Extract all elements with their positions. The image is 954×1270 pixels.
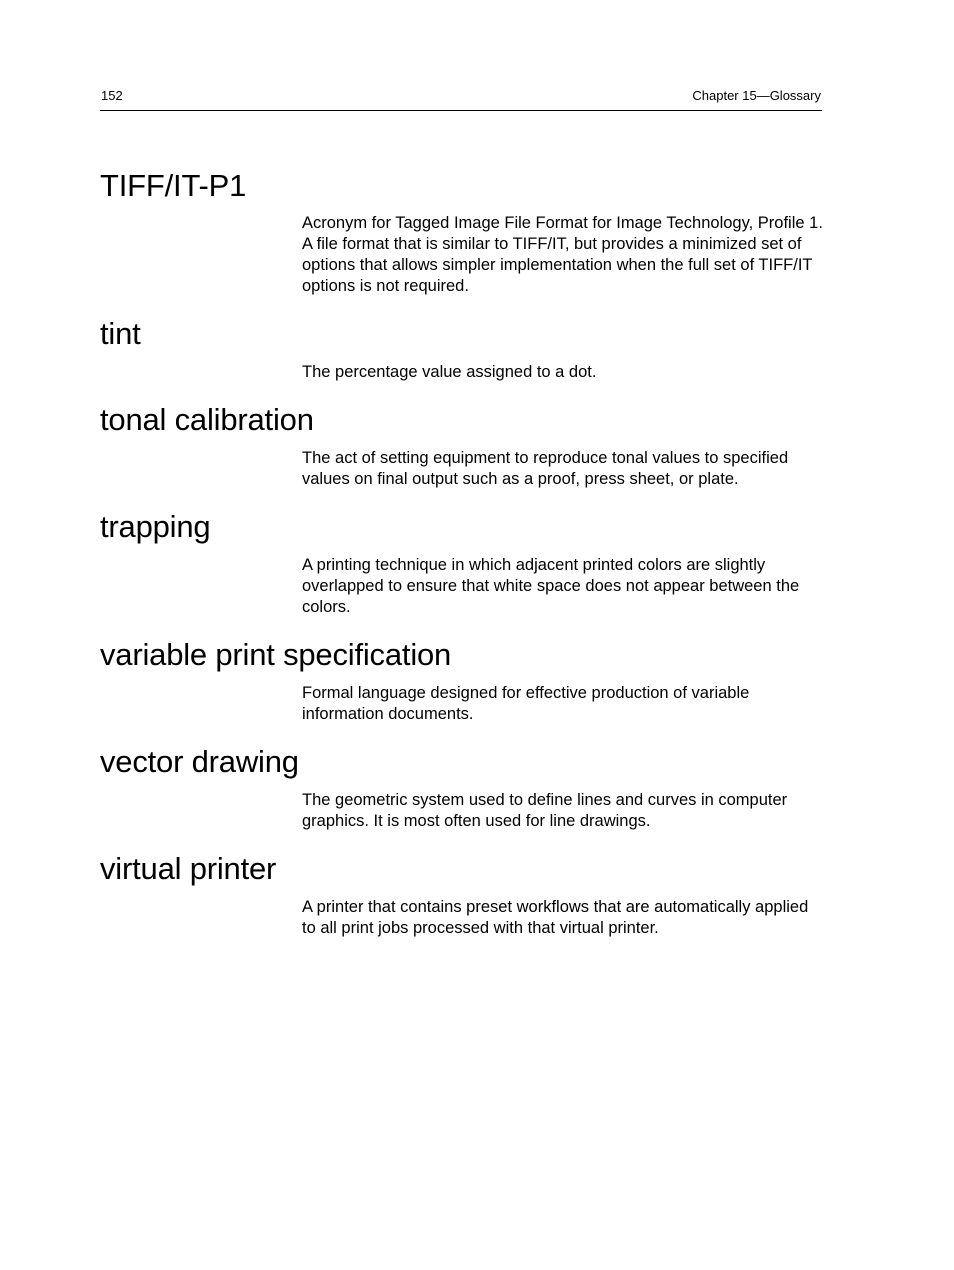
glossary-entry — [100, 316, 822, 383]
glossary-definition: The act of setting equipment to reproduce tonal values to specified values on final output such as a proof, press sheet, or plate. — [302, 449, 789, 488]
glossary-term: tint — [100, 316, 141, 351]
glossary-term: vector drawing — [100, 744, 299, 779]
page-header — [100, 88, 822, 111]
running-chapter-title: Chapter 15—Glossary — [692, 88, 821, 103]
glossary-term: TIFF/IT-P1 — [100, 168, 247, 203]
glossary-definition: Formal language designed for effective production of variable information documents. — [302, 684, 750, 723]
glossary-term: variable print specification — [100, 637, 452, 672]
glossary-entry — [100, 637, 822, 725]
glossary-term: virtual printer — [100, 851, 277, 886]
glossary-definition: A printer that contains preset workflows that are automatically applied to all print jobs processed with that virtual printer. — [302, 898, 809, 937]
glossary-entry — [100, 168, 822, 297]
glossary-definition: The percentage value assigned to a dot. — [302, 363, 597, 381]
glossary-entry — [100, 509, 822, 618]
glossary-definition: Acronym for Tagged Image File Format for Image Technology, Profile 1. A file format that is similar to TIFF/IT, but provides a minimized set of options that allows simpler implementation when the full set of TIFF/IT options is not required. — [302, 214, 823, 295]
glossary-entry — [100, 744, 822, 832]
glossary-term: trapping — [100, 509, 211, 544]
glossary-entry — [100, 402, 822, 490]
glossary-entry — [100, 851, 822, 939]
glossary-definition: A printing technique in which adjacent printed colors are slightly overlapped to ensure that white space does not appear between the colors. — [302, 556, 800, 616]
glossary-term: tonal calibration — [100, 402, 314, 437]
page-number: 152 — [101, 88, 123, 103]
glossary-definition: The geometric system used to define lines and curves in computer graphics. It is most often used for line drawings. — [302, 791, 788, 830]
